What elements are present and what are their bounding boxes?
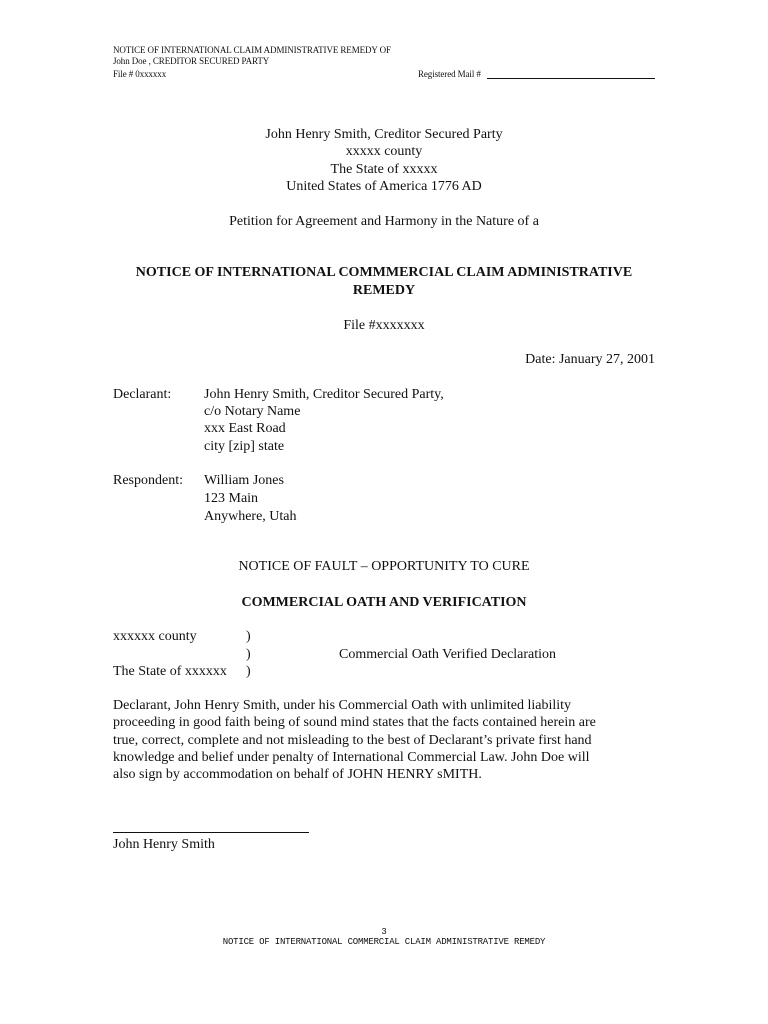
paragraph-line: also sign by accommodation on behalf of JOHN HENRY sMITH. <box>113 767 482 783</box>
address-line-country: United States of America 1776 AD <box>286 179 482 194</box>
respondent-label: Respondent: <box>113 473 183 488</box>
address-line-state: The State of xxxxx <box>330 162 438 177</box>
declarant-label: Declarant: <box>113 387 172 402</box>
paragraph-line: true, correct, complete and not misleading to the best of Declarant’s private first hand <box>113 732 592 748</box>
paragraph-line: Declarant, John Henry Smith, under his Commercial Oath with unlimited liability <box>113 698 572 713</box>
footer-title: NOTICE OF INTERNATIONAL COMMERCIAL CLAIM ADMINISTRATIVE REMEDY <box>222 937 546 947</box>
page-number: 3 <box>381 927 387 937</box>
signature-line <box>113 832 309 833</box>
venue-state: The State of xxxxxx <box>113 664 227 679</box>
respondent-line-3: Anywhere, Utah <box>204 509 297 524</box>
declarant-line-2: c/o Notary Name <box>204 404 301 419</box>
oath-verified-declaration: Commercial Oath Verified Declaration <box>339 647 557 662</box>
document-date: Date: January 27, 2001 <box>525 352 655 367</box>
declarant-line-3: xxx East Road <box>204 421 286 436</box>
declarant-line-4: city [zip] state <box>204 439 285 454</box>
venue-paren-1: ) <box>246 629 251 644</box>
oath-verification-heading: COMMERCIAL OATH AND VERIFICATION <box>241 595 527 610</box>
header-file-number: File # 0xxxxxx <box>113 69 167 79</box>
file-number: File #xxxxxxx <box>343 318 425 333</box>
registered-mail-blank-line <box>487 78 655 79</box>
header-line-1: NOTICE OF INTERNATIONAL CLAIM ADMINISTRATIVE REMEDY OF <box>113 45 391 55</box>
respondent-line-2: 123 Main <box>204 491 259 506</box>
venue-paren-3: ) <box>246 664 251 679</box>
venue-county: xxxxxx county <box>113 629 197 644</box>
header-registered-mail: Registered Mail # <box>418 69 481 79</box>
petition-line: Petition for Agreement and Harmony in the Nature of a <box>229 214 539 229</box>
address-line-county: xxxxx county <box>345 144 423 159</box>
address-line-name: John Henry Smith, Creditor Secured Party <box>265 127 503 142</box>
document-title-line-1: NOTICE OF INTERNATIONAL COMMMERCIAL CLAIM ADMINISTRATIVE <box>135 265 633 280</box>
respondent-line-1: William Jones <box>204 473 284 488</box>
paragraph-line: knowledge and belief under penalty of International Commercial Law. John Doe will <box>113 749 590 765</box>
venue-paren-2: ) <box>246 647 251 662</box>
paragraph-line: proceeding in good faith being of sound mind states that the facts contained herein are <box>113 715 596 731</box>
header-line-2: John Doe , CREDITOR SECURED PARTY <box>113 56 270 66</box>
document-title-line-2: REMEDY <box>352 283 416 298</box>
declarant-line-1: John Henry Smith, Creditor Secured Party, <box>204 387 444 402</box>
notice-of-fault-heading: NOTICE OF FAULT – OPPORTUNITY TO CURE <box>238 559 530 574</box>
signature-name: John Henry Smith <box>113 837 215 852</box>
declaration-paragraph <box>113 697 643 783</box>
